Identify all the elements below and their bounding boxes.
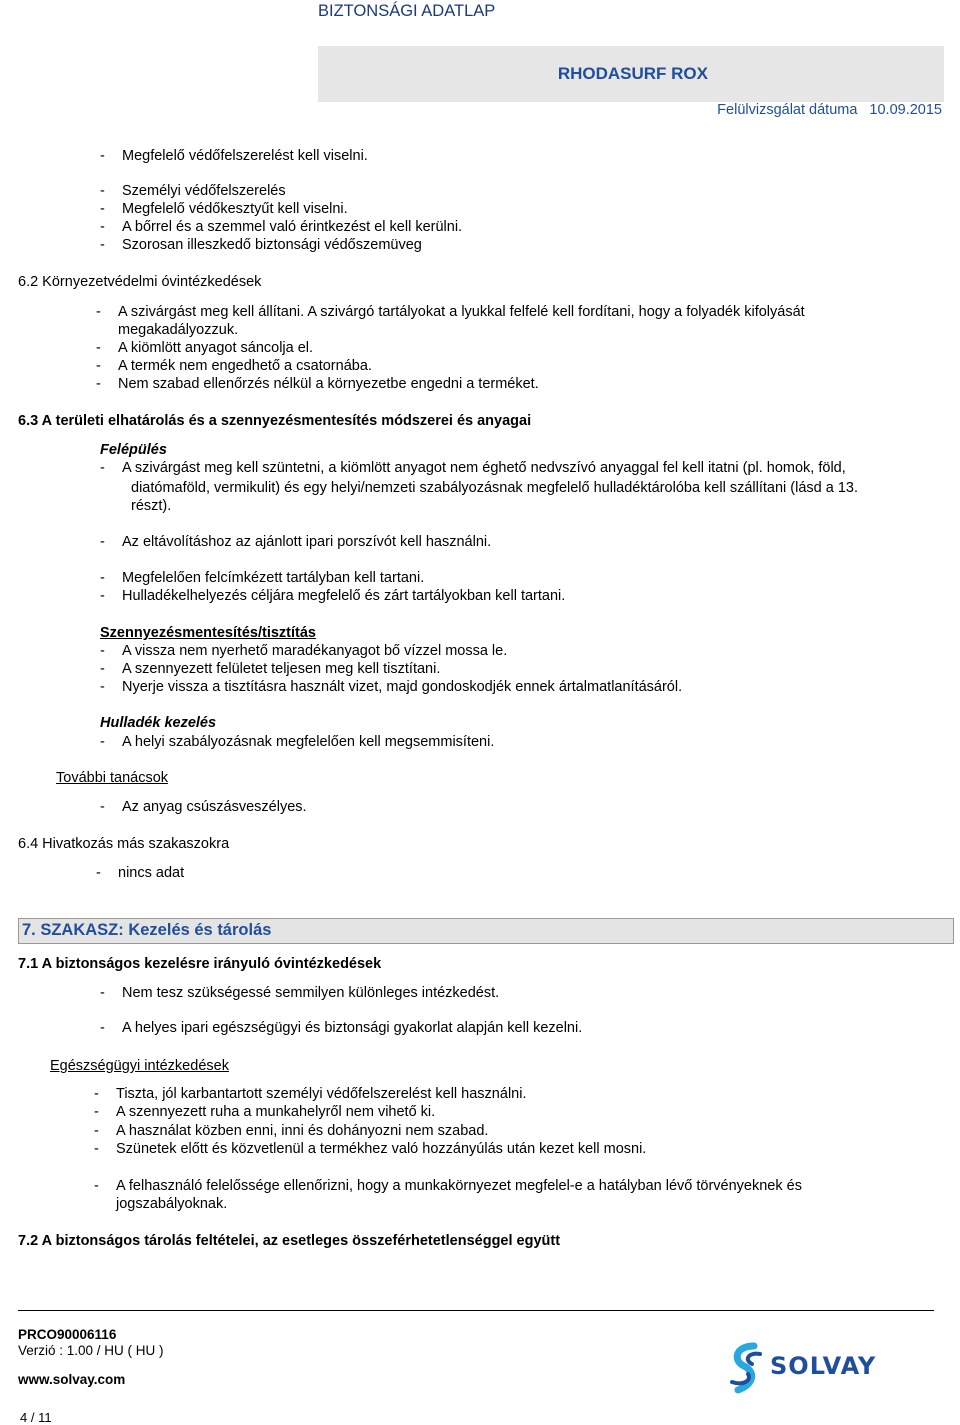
revision-date: 10.09.2015 (869, 102, 942, 118)
document-title: BIZTONSÁGI ADATLAP (318, 2, 496, 20)
version-line: Verzió : 1.00 / HU ( HU ) (18, 1343, 164, 1358)
list-item: - Tiszta, jól karbantartott személyi védőfelszerelést kell használni. (94, 1086, 527, 1102)
section-7-1-title: 7.1 A biztonságos kezelésre irányuló óvintézkedések (18, 956, 382, 972)
list-item: - Személyi védőfelszerelés (100, 183, 286, 199)
list-item: - Szünetek előtt és közvetlenül a termékhez való hozzányúlás után kezet kell mosni. (94, 1141, 647, 1157)
list-item: - Megfelelő védőkesztyűt kell viselni. (100, 201, 348, 217)
solvay-logo-text: SOLVAY (770, 1352, 877, 1380)
section-6-2-title: 6.2 Környezetvédelmi óvintézkedések (18, 274, 262, 290)
subheading-waste: Hulladék kezelés (100, 715, 217, 731)
list-item: - Nem szabad ellenőrzés nélkül a környezetbe engedni a terméket. (96, 376, 539, 392)
list-item: - A bőrrel és a szemmel való érintkezést el kell kerülni. (100, 219, 463, 235)
subheading-decontamination: Szennyezésmentesítés/tisztítás (100, 625, 316, 641)
list-item-continuation: megakadályozzuk. (118, 322, 239, 338)
section-7-2-title: 7.2 A biztonságos tárolás feltételei, az esetleges összeférhetetlenséggel együtt (18, 1233, 561, 1249)
subheading-further-advice: További tanácsok (56, 770, 169, 786)
list-item: - A helyes ipari egészségügyi és biztonsági gyakorlat alapján kell kezelni. (100, 1020, 583, 1036)
list-item: - Az anyag csúszásveszélyes. (100, 799, 307, 815)
list-item: - A kiömlött anyagot sáncolja el. (96, 340, 314, 356)
list-item: - A szennyezett ruha a munkahelyről nem vihető ki. (94, 1104, 436, 1120)
list-item: - Nem tesz szükségessé semmilyen különleges intézkedést. (100, 985, 500, 1001)
list-item: - nincs adat (96, 865, 185, 881)
list-item-continuation: részt). (131, 498, 172, 514)
list-item: - A szennyezett felületet teljesen meg kell tisztítani. (100, 661, 441, 677)
revision-label: Felülvizsgálat dátuma (717, 102, 858, 118)
list-item-continuation: diatómaföld, vermikulit) és egy helyi/nemzeti szabályozásnak megfelelő hulladéktárolóba kell szállítani (lásd a 13. (131, 480, 858, 496)
list-item: - A felhasználó felelőssége ellenőrizni, hogy a munkakörnyezet megfelel-e a hatályban lévő törvényeknek és (94, 1178, 802, 1194)
list-item: - A termék nem engedhető a csatornába. (96, 358, 372, 374)
list-item: - A használat közben enni, inni és dohányozni nem szabad. (94, 1123, 489, 1139)
section-6-3-title: 6.3 A területi elhatárolás és a szennyezésmentesítés módszerei és anyagai (18, 413, 532, 429)
list-item: - A szivárgást meg kell állítani. A szivárgó tartályokat a lyukkal felfelé kell fordítani, hogy a folyadék kifolyását (96, 304, 805, 320)
website-link[interactable]: www.solvay.com (18, 1372, 126, 1387)
section-7-title: 7. SZAKASZ: Kezelés és tárolás (22, 921, 272, 939)
list-item: - Megfelelő védőfelszerelést kell viselni. (100, 148, 368, 164)
solvay-logo-icon (724, 1340, 770, 1396)
list-item: - A helyi szabályozásnak megfelelően kell megsemmisíteni. (100, 734, 495, 750)
list-item: - A vissza nem nyerhető maradékanyagot bő vízzel mossa le. (100, 643, 508, 659)
list-item: - Az eltávolításhoz az ajánlott ipari porszívót kell használni. (100, 534, 492, 550)
subheading-hygiene: Egészségügyi intézkedések (50, 1058, 229, 1074)
product-code: PRCO90006116 (18, 1327, 117, 1342)
footer-rule (18, 1310, 934, 1311)
product-name: RHODASURF ROX (557, 64, 708, 83)
section-6-4-title: 6.4 Hivatkozás más szakaszokra (18, 836, 230, 852)
list-item: - Nyerje vissza a tisztításra használt vizet, majd gondoskodjék ennek ártalmatlanításáról. (100, 679, 683, 695)
page-number: 4 / 11 (20, 1410, 52, 1425)
revision-date-line (717, 102, 942, 118)
list-item-continuation: jogszabályoknak. (116, 1196, 228, 1212)
list-item: - Szorosan illeszkedő biztonsági védőszemüveg (100, 237, 422, 253)
list-item: - Megfelelően felcímkézett tartályban kell tartani. (100, 570, 425, 586)
list-item: - A szivárgást meg kell szüntetni, a kiömlött anyagot nem éghető nedvszívó anyaggal fel kell itatni (pl. homok, föld, (100, 460, 846, 476)
subheading-recovery: Felépülés (100, 442, 167, 458)
list-item: - Hulladékelhelyezés céljára megfelelő és zárt tartályokban kell tartani. (100, 588, 566, 604)
